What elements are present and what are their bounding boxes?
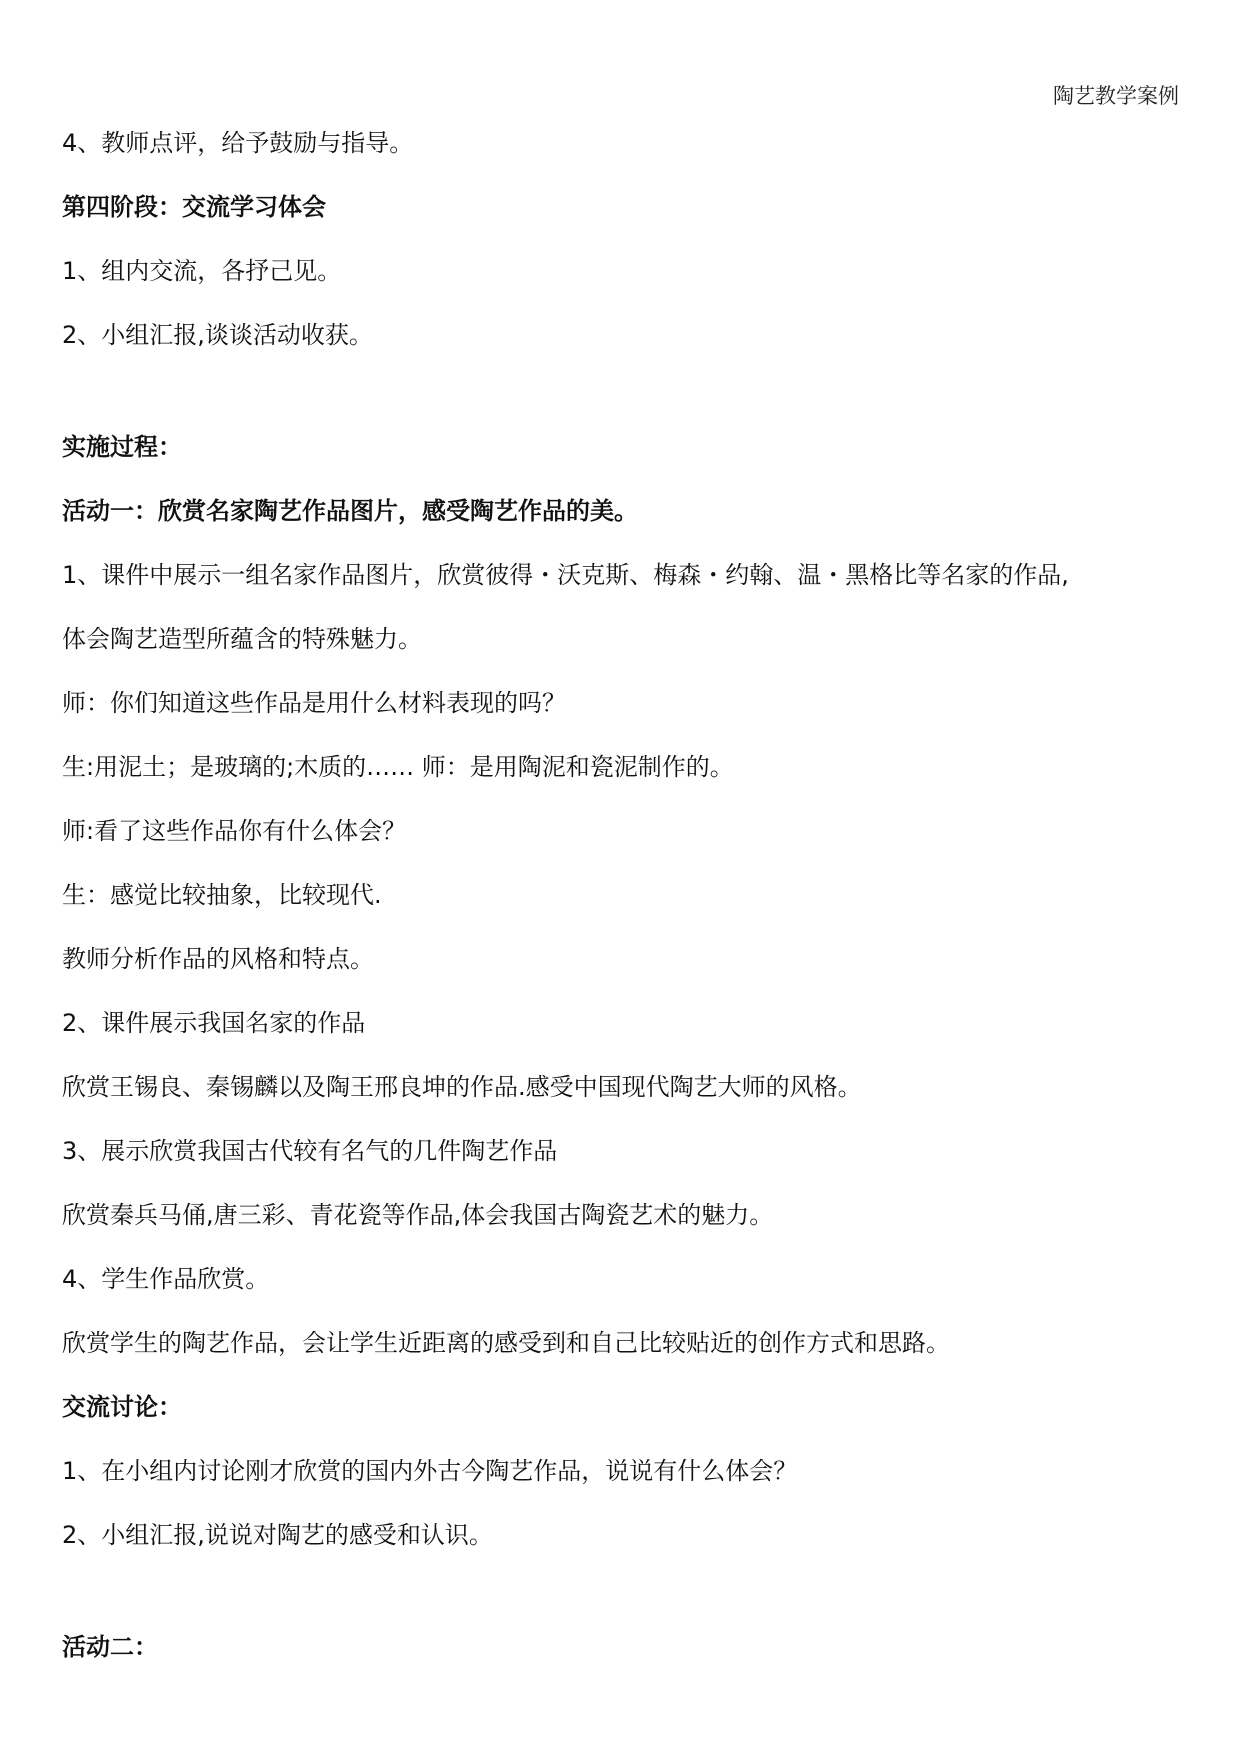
spacer	[62, 1584, 1192, 1632]
paragraph: 3、展示欣赏我国古代较有名气的几件陶艺作品	[62, 1137, 558, 1165]
spacer	[62, 384, 1192, 432]
section-heading-stage4: 第四阶段：交流学习体会	[62, 193, 326, 221]
paragraph: 1、课件中展示一组名家作品图片，欣赏彼得・沃克斯、梅森・约翰、温・黑格比等名家的作品,	[62, 561, 1069, 589]
paragraph: 体会陶艺造型所蕴含的特殊魅力。	[62, 625, 422, 653]
paragraph: 教师分析作品的风格和特点。	[62, 945, 374, 973]
list-item: 2、小组汇报,谈谈活动收获。	[62, 321, 373, 349]
paragraph: 欣赏王锡良、秦锡麟以及陶王邢良坤的作品.感受中国现代陶艺大师的风格。	[62, 1073, 862, 1101]
paragraph: 生：感觉比较抽象，比较现代.	[62, 881, 382, 909]
paragraph: 生:用泥土；是玻璃的;木质的…… 师：是用陶泥和瓷泥制作的。	[62, 753, 734, 781]
section-heading-discussion: 交流讨论：	[62, 1393, 182, 1421]
paragraph: 欣赏学生的陶艺作品，会让学生近距离的感受到和自己比较贴近的创作方式和思路。	[62, 1329, 950, 1357]
list-item: 1、组内交流，各抒己见。	[62, 257, 342, 285]
paragraph: 师:看了这些作品你有什么体会？	[62, 817, 407, 845]
list-item: 1、在小组内讨论刚才欣赏的国内外古今陶艺作品，说说有什么体会？	[62, 1457, 798, 1485]
paragraph: 欣赏秦兵马俑,唐三彩、青花瓷等作品,体会我国古陶瓷艺术的魅力。	[62, 1201, 774, 1229]
paragraph: 2、课件展示我国名家的作品	[62, 1009, 366, 1037]
list-item: 2、小组汇报,说说对陶艺的感受和认识。	[62, 1521, 493, 1549]
paragraph: 师：你们知道这些作品是用什么材料表现的吗？	[62, 689, 566, 717]
paragraph: 4、教师点评，给予鼓励与指导。	[62, 129, 414, 157]
paragraph: 4、学生作品欣赏。	[62, 1265, 270, 1293]
section-heading-activity2: 活动二：	[62, 1633, 158, 1661]
activity1-heading: 活动一：欣赏名家陶艺作品图片，感受陶艺作品的美。	[62, 497, 638, 525]
page-header-title: 陶艺教学案例	[1053, 84, 1179, 108]
section-heading-process: 实施过程：	[62, 433, 182, 461]
document-body	[62, 128, 1192, 1696]
